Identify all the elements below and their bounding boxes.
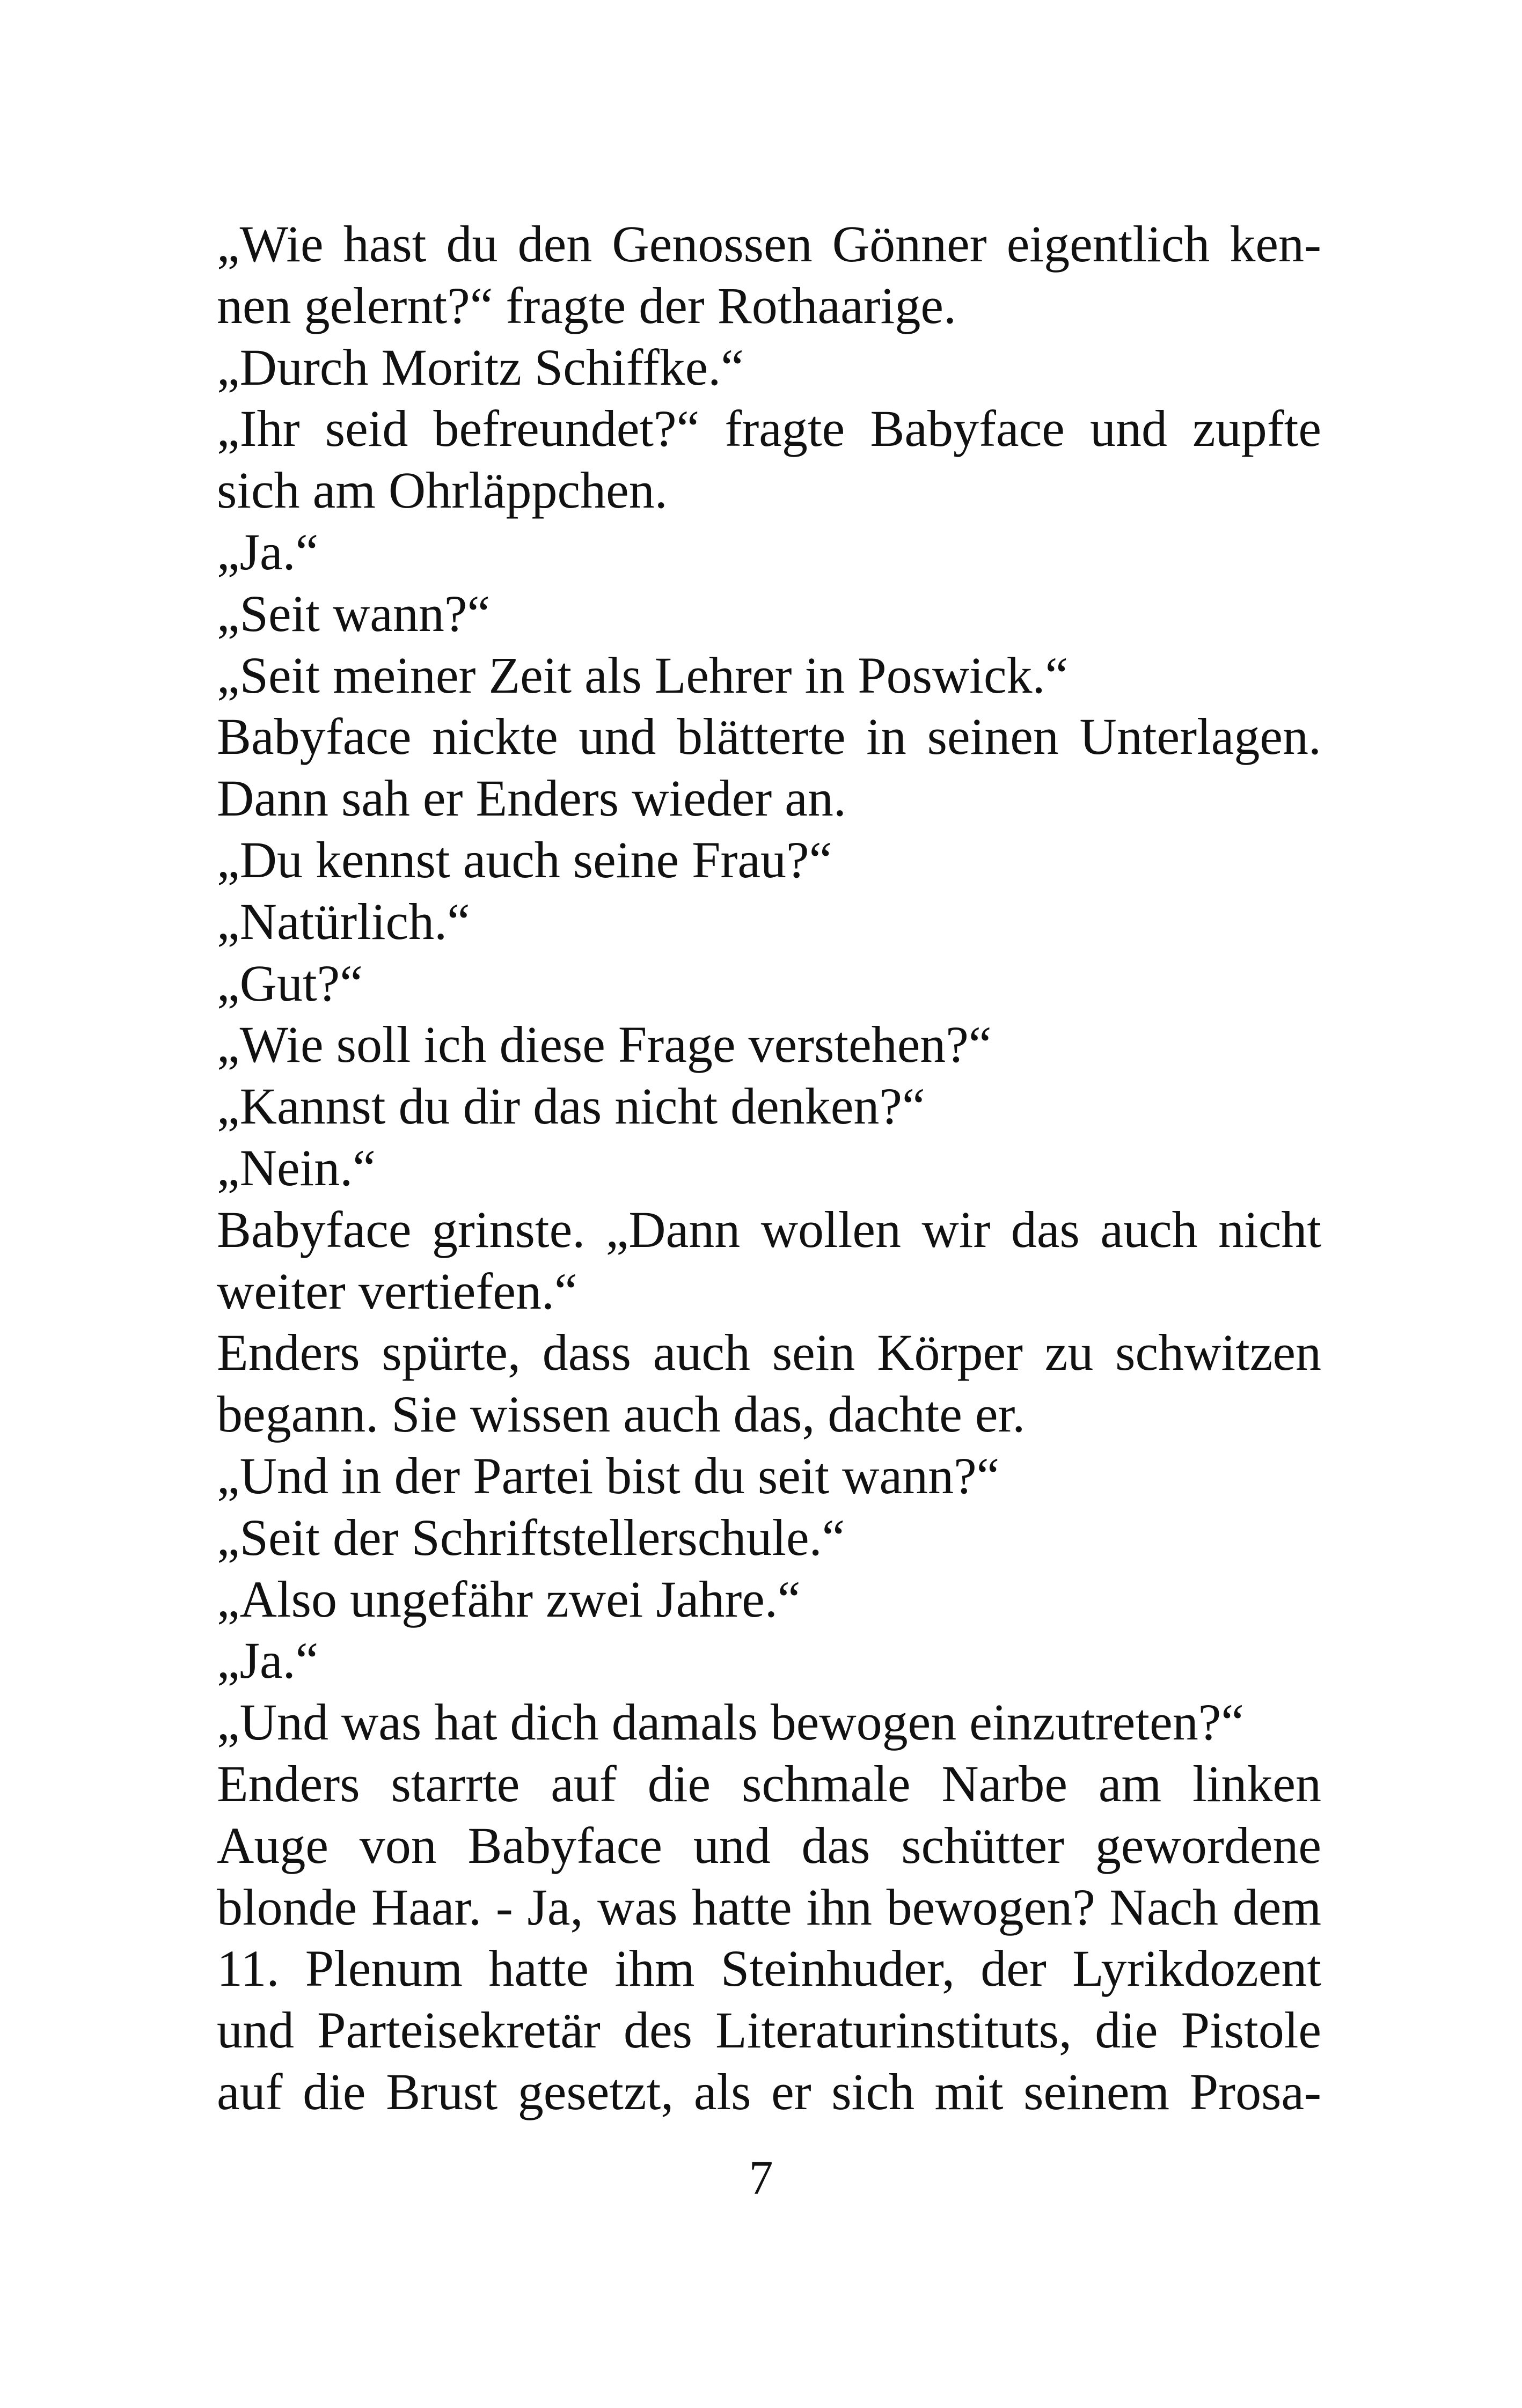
text-line: weiter vertiefen.“	[217, 1262, 577, 1320]
text-line: Dann sah er Enders wieder an.	[217, 769, 846, 827]
text-line: Enders starrte auf die schmale Narbe am linken	[217, 1754, 1321, 1812]
text-line: Auge von Babyface und das schütter gewordene	[217, 1816, 1321, 1874]
text-line: „Kannst du dir das nicht denken?“	[217, 1077, 925, 1135]
text-line: „Und in der Partei bist du seit wann?“	[217, 1447, 1000, 1504]
text-line: „Also ungefähr zwei Jahre.“	[217, 1570, 801, 1628]
text-line: sich am Ohrläppchen.	[217, 461, 668, 519]
text-line: 11. Plenum hatte ihm Steinhuder, der Lyrikdozent	[217, 1940, 1321, 1998]
text-line: „Seit der Schriftstellerschule.“	[217, 1508, 845, 1566]
text-line: „Gut?“	[217, 954, 363, 1012]
text-line: „Wie soll ich diese Frage verstehen?“	[217, 1016, 992, 1074]
text-line: blonde Haar. - Ja, was hatte ihn bewogen? Nach dem	[217, 1878, 1321, 1936]
text-line: „Ihr seid befreundet?“ fragte Babyface und zupfte	[217, 400, 1321, 458]
text-line: begann. Sie wissen auch das, dachte er.	[217, 1385, 1026, 1443]
text-line: „Ja.“	[217, 1632, 319, 1690]
text-line: „Und was hat dich damals bewogen einzutreten?“	[217, 1693, 1244, 1751]
text-line: „Seit meiner Zeit als Lehrer in Poswick.“	[217, 646, 1069, 704]
text-line: „Ja.“	[217, 523, 319, 581]
text-line: auf die Brust gesetzt, als er sich mit seinem Prosa-	[217, 2062, 1321, 2120]
text-line: „Durch Moritz Schiffke.“	[217, 338, 744, 396]
body-text	[217, 214, 1321, 2123]
text-line: „Du kennst auch seine Frau?“	[217, 831, 832, 889]
text-line: Enders spürte, dass auch sein Körper zu schwitzen	[217, 1324, 1321, 1382]
text-line: „Wie hast du den Genossen Gönner eigentlich ken-	[217, 215, 1321, 273]
text-line: und Parteisekretär des Literaturinstituts, die Pistole	[217, 2001, 1321, 2059]
text-line: nen gelernt?“ fragte der Rothaarige.	[217, 276, 956, 334]
text-line: Babyface grinste. „Dann wollen wir das auch nicht	[217, 1200, 1321, 1258]
text-line: „Seit wann?“	[217, 584, 491, 642]
text-line: „Nein.“	[217, 1139, 376, 1196]
text-line: Babyface nickte und blätterte in seinen Unterlagen.	[217, 708, 1321, 766]
page-number: 7	[749, 2152, 773, 2205]
text-line: „Natürlich.“	[217, 892, 470, 950]
